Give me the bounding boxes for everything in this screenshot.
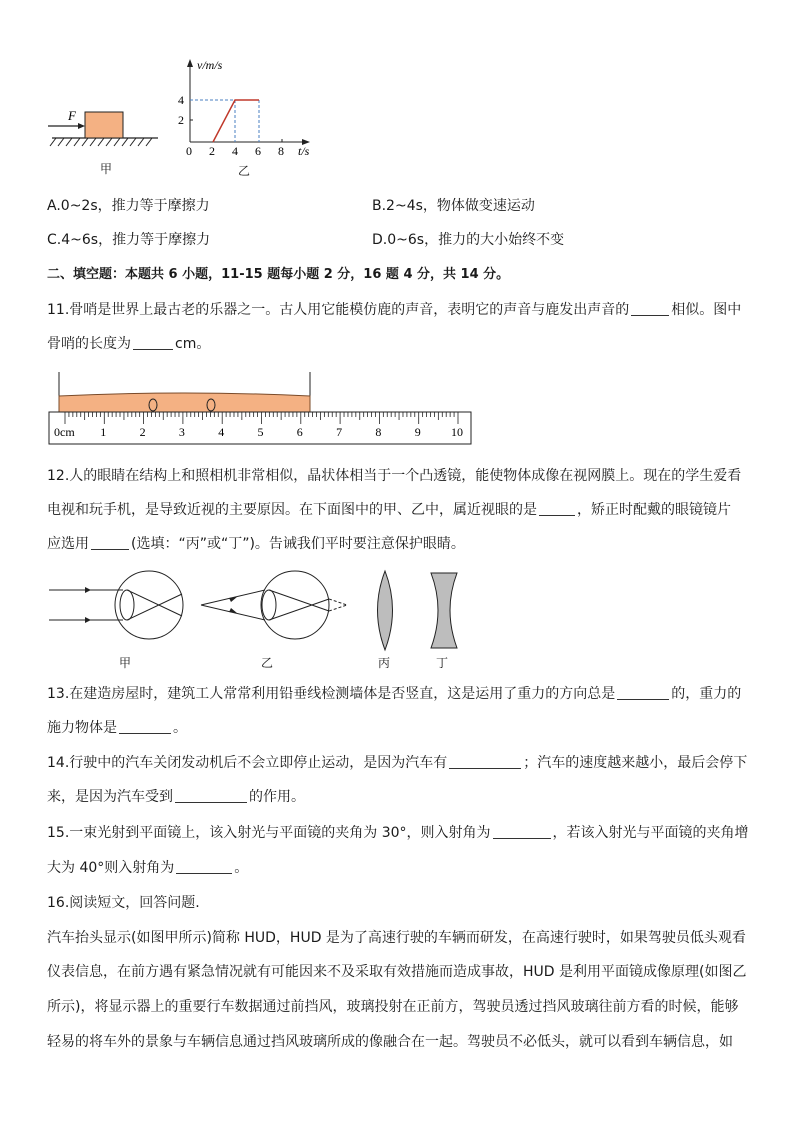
lens-label-bing: 丙: [378, 656, 391, 670]
ruler-label: 0cm: [54, 425, 75, 439]
answer-blank[interactable]: [539, 500, 575, 516]
y-tick: 2: [178, 113, 184, 127]
q16-passage-line: 汽车抬头显示(如图甲所示)简称 HUD，HUD 是为了高速行驶的车辆而研发，在高速行驶时，如果驾驶员低头观看: [47, 930, 746, 946]
eye-label-jia: 甲: [119, 656, 132, 670]
ruler-label: 1: [100, 425, 107, 439]
answer-blank[interactable]: [91, 534, 129, 550]
ruler-figure: [46, 370, 476, 448]
x-tick: 0: [186, 144, 192, 158]
question-14-line-1: 14.行驶中的汽车关闭发动机后不会立即停止运动，是因为汽车有 ；汽车的速度越来越小，最后会停下: [47, 755, 748, 771]
eye-diagrams: [45, 568, 475, 656]
question-12-line-2: 电视和玩手机，是导致近视的主要原因。在下面图中的甲、乙中，属近视眼的是 ，矫正时配戴的眼镜镜片: [47, 502, 731, 518]
ruler-label: 2: [139, 425, 146, 439]
question-13-line-1: 13.在建造房屋时，建筑工人常常利用铅垂线检测墙体是否竖直，这是运用了重力的方向总是 的，重力的: [47, 686, 742, 702]
answer-blank[interactable]: [176, 858, 232, 874]
block-force-figure: [40, 100, 170, 155]
option-a: A.0~2s，推力等于摩擦力: [47, 198, 210, 214]
x-axis-label: t/s: [298, 144, 310, 158]
question-15-line-2: 大为 40°则入射角为 。: [47, 860, 249, 876]
question-11-line-2: 骨哨的长度为 cm。: [47, 336, 211, 352]
x-tick: 4: [232, 144, 238, 158]
eye-label-yi: 乙: [261, 656, 274, 670]
ruler-label: 7: [336, 425, 343, 439]
option-b: B.2~4s，物体做变速运动: [372, 198, 535, 214]
option-c: C.4~6s，推力等于摩擦力: [47, 232, 211, 248]
concave-lens: [431, 573, 457, 648]
answer-blank[interactable]: [133, 334, 173, 350]
x-tick: 2: [209, 144, 215, 158]
y-tick: 4: [178, 93, 184, 107]
y-axis-label: v/m/s: [197, 58, 223, 72]
ruler-label: 10: [451, 425, 463, 439]
ruler-label: 3: [178, 425, 185, 439]
ruler-label: 8: [375, 425, 382, 439]
question-11-line-1: 11.骨哨是世界上最古老的乐器之一。古人用它能模仿鹿的声音，表明它的声音与鹿发出声音的 相似。图中: [47, 302, 742, 318]
answer-blank[interactable]: [617, 684, 669, 700]
ruler-label: 5: [257, 425, 264, 439]
q16-passage-line: 轻易的将车外的景象与车辆信息通过挡风玻璃所成的像融合在一起。驾驶员不必低头，就可以看到车辆信息，如: [47, 1034, 733, 1050]
answer-blank[interactable]: [449, 753, 521, 769]
question-14-line-2: 来，是因为汽车受到 的作用。: [47, 789, 305, 805]
question-12-line-1: 12.人的眼睛在结构上和照相机非常相似，晶状体相当于一个凸透镜，能使物体成像在视网膜上。现在的学生爱看: [47, 468, 742, 484]
q16-passage-line: 所示)，将显示器上的重要行车数据通过前挡风，玻璃投射在正前方，驾驶员透过挡风玻璃往前方看的时候，能够: [47, 999, 739, 1015]
ruler-label: 6: [296, 425, 303, 439]
question-16-title: 16.阅读短文，回答问题.: [47, 895, 200, 911]
ruler-label: 4: [218, 425, 225, 439]
convex-lens: [378, 571, 393, 650]
force-label: F: [68, 108, 76, 123]
question-12-line-3: 应选用 (选填：“丙”或“丁”)。告诫我们平时要注意保护眼睛。: [47, 536, 465, 552]
answer-blank[interactable]: [631, 300, 669, 316]
question-13-line-2: 施力物体是 。: [47, 720, 187, 736]
x-tick: 6: [255, 144, 261, 158]
eye-jia: [49, 571, 183, 639]
ruler-label: 9: [414, 425, 421, 439]
q16-passage-line: 仪表信息，在前方遇有紧急情况就有可能因来不及采取有效措施而造成事故，HUD 是利用平面镜成像原理(如图乙: [47, 964, 747, 980]
question-15-line-1: 15.一束光射到平面镜上，该入射光与平面镜的夹角为 30°，则入射角为 ，若该入射光与平面镜的夹角增: [47, 825, 749, 841]
block: [85, 112, 123, 138]
figure-label-yi: 乙: [238, 164, 251, 178]
option-d: D.0~6s，推力的大小始终不变: [372, 232, 565, 248]
answer-blank[interactable]: [119, 718, 171, 734]
velocity-time-graph: [170, 55, 330, 160]
answer-blank[interactable]: [175, 787, 247, 803]
answer-blank[interactable]: [493, 823, 551, 839]
x-tick: 8: [278, 144, 284, 158]
velocity-line: [213, 100, 259, 142]
eye-yi: [201, 571, 347, 639]
lens-label-ding: 丁: [436, 656, 449, 670]
figure-label-jia: 甲: [100, 162, 113, 176]
section-heading: 二、填空题：本题共 6 小题，11-15 题每小题 2 分，16 题 4 分，共 14 分。: [47, 267, 510, 282]
